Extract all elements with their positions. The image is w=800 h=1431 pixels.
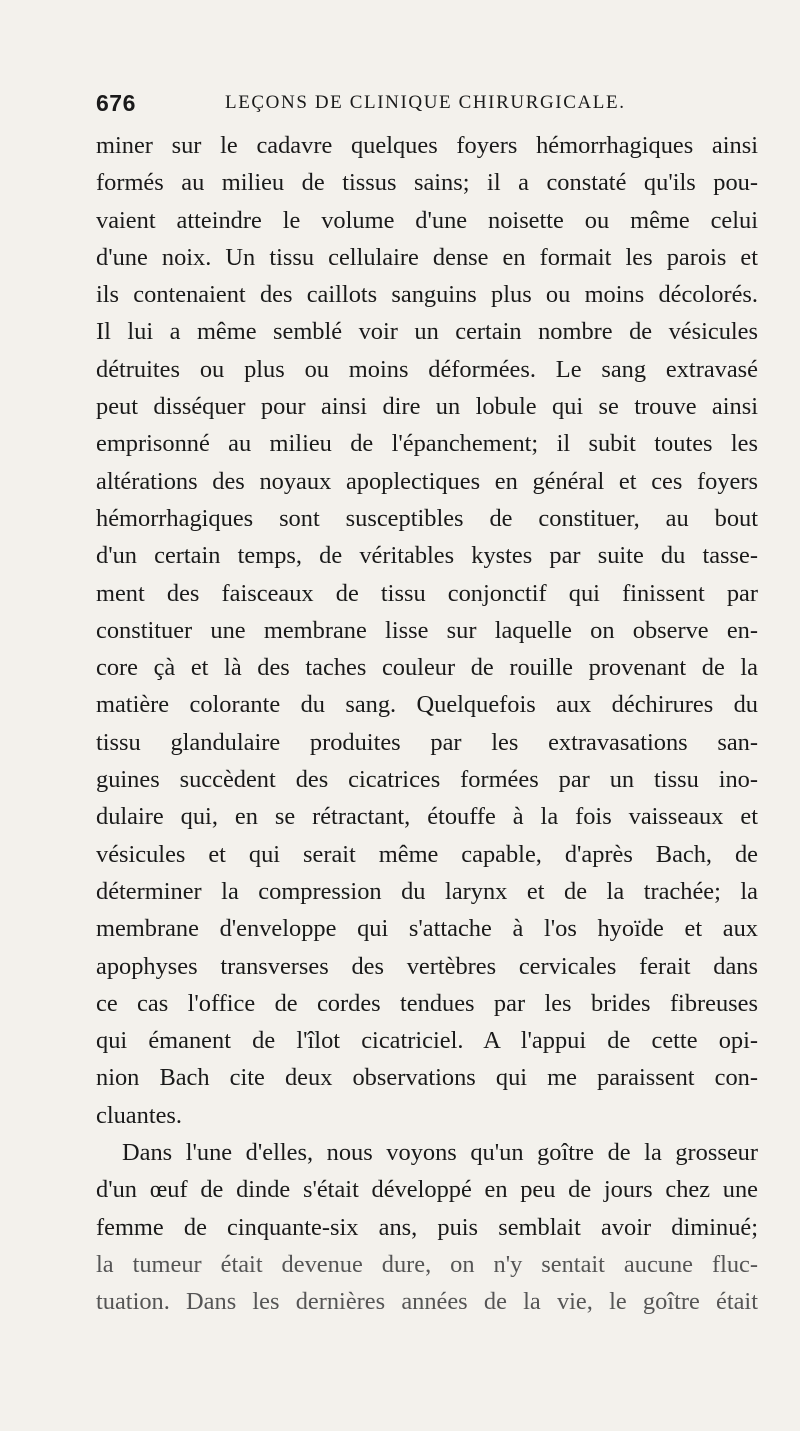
text-line: matière colorante du sang. Quelquefois aux déchirures du (96, 691, 758, 719)
text-line: ils contenaient des caillots sanguins plus ou moins décolorés. (96, 281, 758, 309)
text-line: guines succèdent des cicatrices formées par un tissu ino- (96, 766, 758, 794)
text-line: altérations des noyaux apoplectiques en général et ces foyers (96, 467, 758, 495)
running-header (96, 88, 756, 118)
text-line: apophyses transverses des vertèbres cervicales ferait dans (96, 952, 758, 980)
text-line: ment des faisceaux de tissu conjonctif qui finissent par (96, 579, 758, 607)
text-line: d'un œuf de dinde s'était développé en peu de jours chez une (96, 1176, 758, 1204)
text-line: déterminer la compression du larynx et de la trachée; la (96, 877, 758, 905)
text-line: hémorrhagiques sont susceptibles de constituer, au bout (96, 504, 758, 532)
text-line: qui émanent de l'îlot cicatriciel. A l'appui de cette opi- (96, 1027, 758, 1055)
text-line: tuation. Dans les dernières années de la vie, le goître était (96, 1288, 758, 1316)
text-line: d'une noix. Un tissu cellulaire dense en formait les parois et (96, 243, 758, 271)
text-line: vésicules et qui serait même capable, d'après Bach, de (96, 840, 758, 868)
text-line: emprisonné au milieu de l'épanchement; il subit toutes les (96, 430, 758, 458)
body-text (96, 127, 758, 1321)
text-line: constituer une membrane lisse sur laquelle on observe en- (96, 616, 758, 644)
text-line: cluantes. (96, 1101, 183, 1129)
running-title: LEÇONS DE CLINIQUE CHIRURGICALE. (225, 92, 626, 113)
paragraph-start-line: Dans l'une d'elles, nous voyons qu'un goître de la grosseur (122, 1139, 758, 1167)
text-line: nion Bach cite deux observations qui me paraissent con- (96, 1064, 758, 1092)
text-line: membrane d'enveloppe qui s'attache à l'os hyoïde et aux (96, 915, 758, 943)
text-line: tissu glandulaire produites par les extravasations san- (96, 728, 758, 756)
page-number: 676 (96, 90, 136, 116)
text-line: la tumeur était devenue dure, on n'y sentait aucune fluc- (96, 1250, 758, 1278)
text-line: dulaire qui, en se rétractant, étouffe à la fois vaisseaux et (96, 803, 758, 831)
text-line: d'un certain temps, de véritables kystes par suite du tasse- (96, 542, 758, 570)
text-line: core çà et là des taches couleur de rouille provenant de la (96, 654, 758, 682)
text-line: peut disséquer pour ainsi dire un lobule qui se trouve ainsi (96, 393, 758, 421)
text-line: miner sur le cadavre quelques foyers hémorrhagiques ainsi (96, 132, 758, 159)
text-line: femme de cinquante-six ans, puis semblait avoir diminué; (96, 1213, 758, 1241)
text-line: ce cas l'office de cordes tendues par les brides fibreuses (96, 989, 758, 1017)
text-line: formés au milieu de tissus sains; il a constaté qu'ils pou- (96, 169, 758, 197)
text-line: Il lui a même semblé voir un certain nombre de vésicules (96, 318, 758, 346)
text-line: détruites ou plus ou moins déformées. Le sang extravasé (96, 355, 758, 383)
text-line: vaient atteindre le volume d'une noisette ou même celui (96, 206, 758, 234)
